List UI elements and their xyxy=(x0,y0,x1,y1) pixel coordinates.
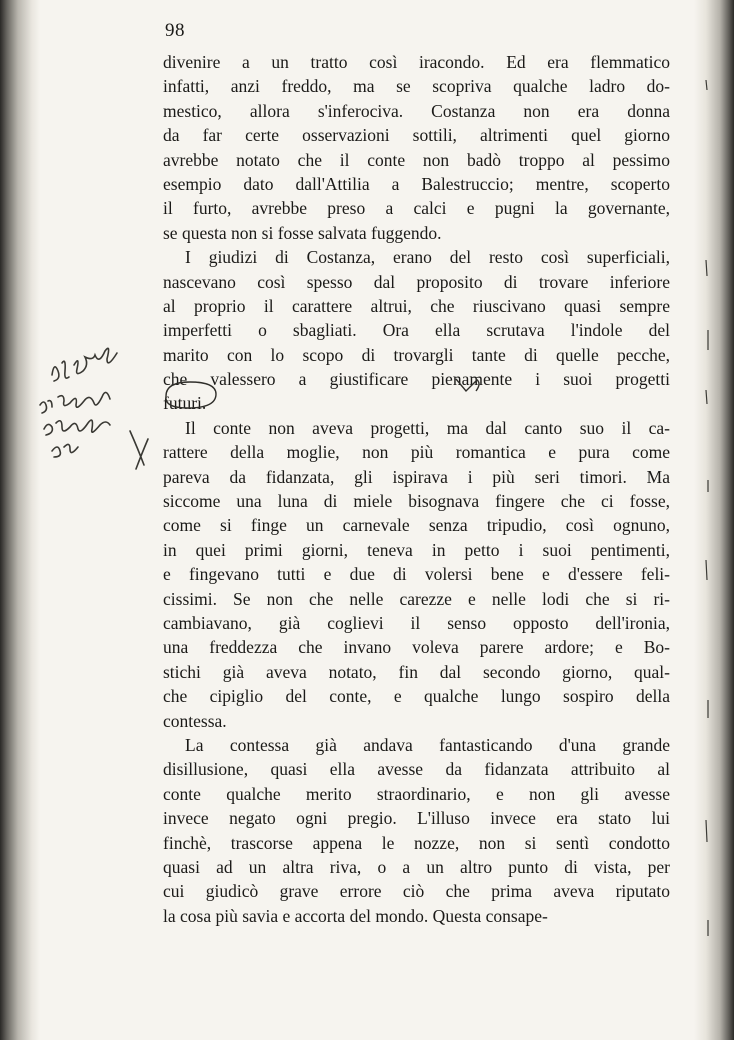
text-line: imperfetti o sbagliati. Ora ella scrutava l'indole del xyxy=(163,320,670,341)
text-line: mestico, allora s'inferociva. Costanza non era donna xyxy=(163,100,670,121)
paragraph xyxy=(163,733,670,928)
text-line: cambiavano, già coglievi il senso opposto dell'ironia, xyxy=(163,612,670,633)
insertion-caret-mark xyxy=(450,375,490,405)
paragraph xyxy=(163,50,670,245)
text-line: cissimi. Se non che nelle carezze e nelle lodi che si ri- xyxy=(163,588,670,609)
text-line: il furto, avrebbe preso a calci e pugni la governante, xyxy=(163,198,670,219)
text-line: avrebbe notato che il conte non badò troppo al pessimo xyxy=(163,149,670,170)
text-line: disillusione, quasi ella avesse da fidanzata attribuito al xyxy=(163,759,670,780)
text-line: stichi già aveva notato, fin dal secondo giorno, qual- xyxy=(163,661,670,682)
body-text xyxy=(163,50,670,928)
text-line: in quei primi giorni, teneva in petto i suoi pentimenti, xyxy=(163,539,670,560)
text-line: al proprio il carattere altrui, che riuscivano quasi sempre xyxy=(163,295,670,316)
paragraph xyxy=(163,245,670,416)
text-line: rattere della moglie, non più romantica e pura come xyxy=(163,442,670,463)
text-line: una freddezza che invano voleva parere ardore; e Bo- xyxy=(163,637,670,658)
text-line: I giudizi di Costanza, erano del resto così superficiali, xyxy=(185,247,670,268)
text-line: divenire a un tratto così iracondo. Ed era flemmatico xyxy=(163,52,670,72)
text-line: invece negato ogni pregio. L'illuso invece era stato lui xyxy=(163,808,670,829)
text-line: marito con lo scopo di trovargli tante di quelle pecche, xyxy=(163,344,670,365)
text-line: esempio dato dall'Attilia a Balestruccio; mentre, scoperto xyxy=(163,173,670,194)
text-line: cui giudicò grave errore ciò che prima aveva riputato xyxy=(163,881,670,902)
text-line: quasi ad un altra riva, o a un altro punto di vista, per xyxy=(163,856,670,877)
text-line: e fingevano tutti e due di volersi bene e d'essere feli- xyxy=(163,564,670,585)
paragraph xyxy=(163,416,670,733)
circled-word-mark xyxy=(160,378,220,412)
text-line: la cosa più savia e accorta del mondo. Questa consape- xyxy=(163,905,548,926)
text-line: come si finge un carnevale senza tripudio, così ognuno, xyxy=(163,515,670,536)
text-line: se questa non si fosse salvata fuggendo. xyxy=(163,222,442,243)
text-line: infatti, anzi freddo, ma se scopriva qualche ladro do- xyxy=(163,76,670,97)
text-line: pareva da fidanzata, gli ispirava i più seri timori. Ma xyxy=(163,466,670,487)
text-line: nascevano così spesso dal proposito di trovare inferiore xyxy=(163,271,670,292)
handwritten-margin-note xyxy=(30,335,170,475)
text-line: La contessa già andava fantasticando d'una grande xyxy=(185,734,670,755)
text-line: siccome una luna di miele bisognava fingere che ci fosse, xyxy=(163,491,670,512)
text-line: che valessero a giustificare pienamente i suoi progetti xyxy=(163,369,670,390)
text-line: finchè, trascorse appena le nozze, non si sentì condotto xyxy=(163,832,670,853)
text-line: contessa. xyxy=(163,710,227,731)
text-line: Il conte non aveva progetti, ma dal canto suo il ca- xyxy=(185,417,670,438)
page-binding-shadow xyxy=(0,0,40,1040)
text-line: da far certe osservazioni sottili, altrimenti quel giorno xyxy=(163,125,670,146)
page-number: 98 xyxy=(165,20,185,41)
text-line: futuri. xyxy=(163,393,207,414)
text-line: conte qualche merito straordinario, e non gli avesse xyxy=(163,783,670,804)
text-line: che cipiglio del conte, e qualche lungo sospiro della xyxy=(163,686,670,707)
right-margin-specks xyxy=(702,60,726,1020)
